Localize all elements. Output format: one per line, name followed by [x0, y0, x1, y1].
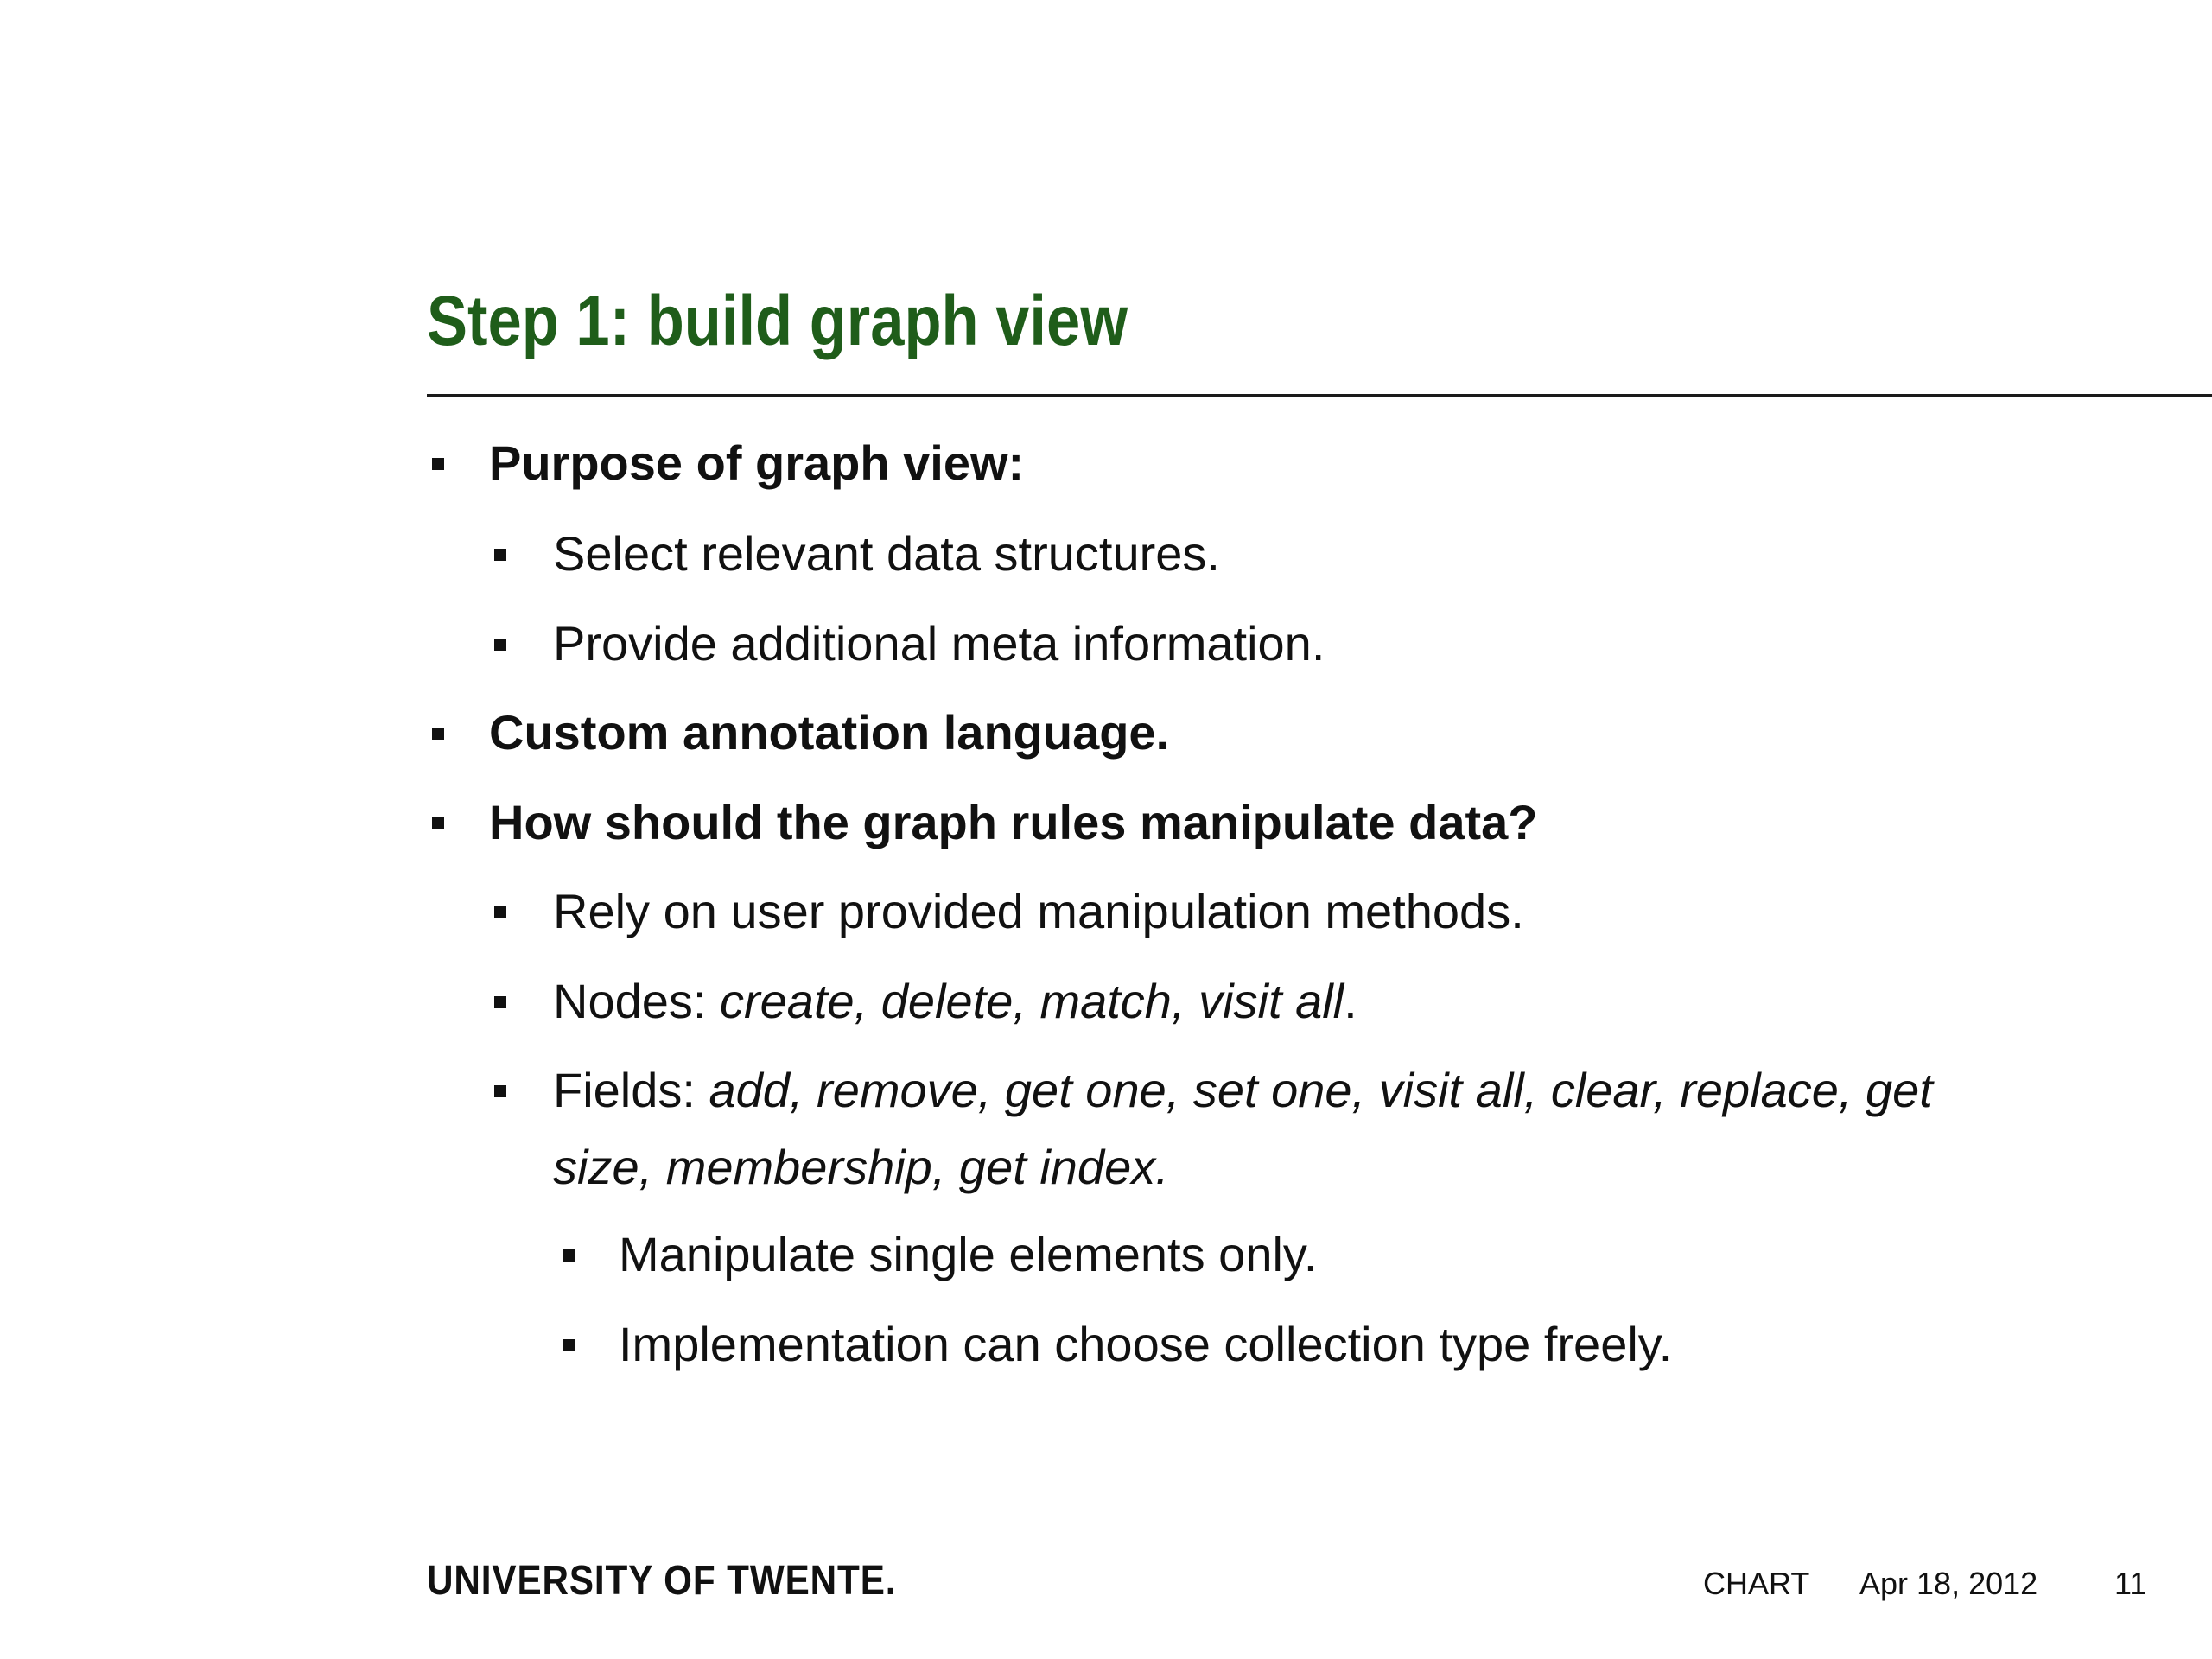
bullet-text: [553, 971, 1357, 1032]
bullet-square-icon: [494, 906, 506, 918]
bullet-square-icon: [494, 1085, 506, 1097]
nodes-suffix: .: [1344, 974, 1357, 1028]
bullet-square-icon: [432, 728, 444, 740]
bullet-text: How should the graph rules manipulate data?: [489, 795, 1538, 849]
bullet-square-icon: [494, 996, 506, 1008]
fields-operations-line1: add, remove, get one, set one, visit all, clear, replace, get: [709, 1063, 1933, 1117]
bullet-text: Rely on user provided manipulation methods.: [553, 884, 1524, 938]
nodes-prefix: Nodes:: [553, 974, 720, 1028]
bullet-text: Custom annotation language.: [489, 705, 1170, 760]
university-logo: UNIVERSITY OF TWENTE.: [427, 1558, 897, 1604]
bullet-square-icon: [494, 549, 506, 561]
fields-prefix: Fields:: [553, 1063, 709, 1117]
slide-title: Step 1: build graph view: [427, 282, 1128, 360]
bullet-text: Implementation can choose collection type freely.: [619, 1317, 1673, 1371]
bullet-square-icon: [563, 1249, 575, 1262]
bullet-square-icon: [432, 817, 444, 830]
nodes-operations: create, delete, match, visit all: [720, 974, 1344, 1028]
fields-operations-line2: size, membership, get index.: [553, 1140, 1169, 1194]
footer-page-number: 11: [2114, 1566, 2147, 1601]
bullet-text: [553, 1060, 1933, 1121]
bullet-text: Select relevant data structures.: [553, 526, 1220, 581]
footer-section: CHART: [1703, 1566, 1810, 1601]
bullet-text: Provide additional meta information.: [553, 616, 1325, 671]
bullet-text: Purpose of graph view:: [489, 435, 1025, 490]
footer-date: Apr 18, 2012: [1859, 1566, 2038, 1601]
bullet-square-icon: [432, 458, 444, 470]
bullet-text: Manipulate single elements only.: [619, 1227, 1318, 1281]
bullet-square-icon: [563, 1339, 575, 1351]
bullet-square-icon: [494, 639, 506, 651]
